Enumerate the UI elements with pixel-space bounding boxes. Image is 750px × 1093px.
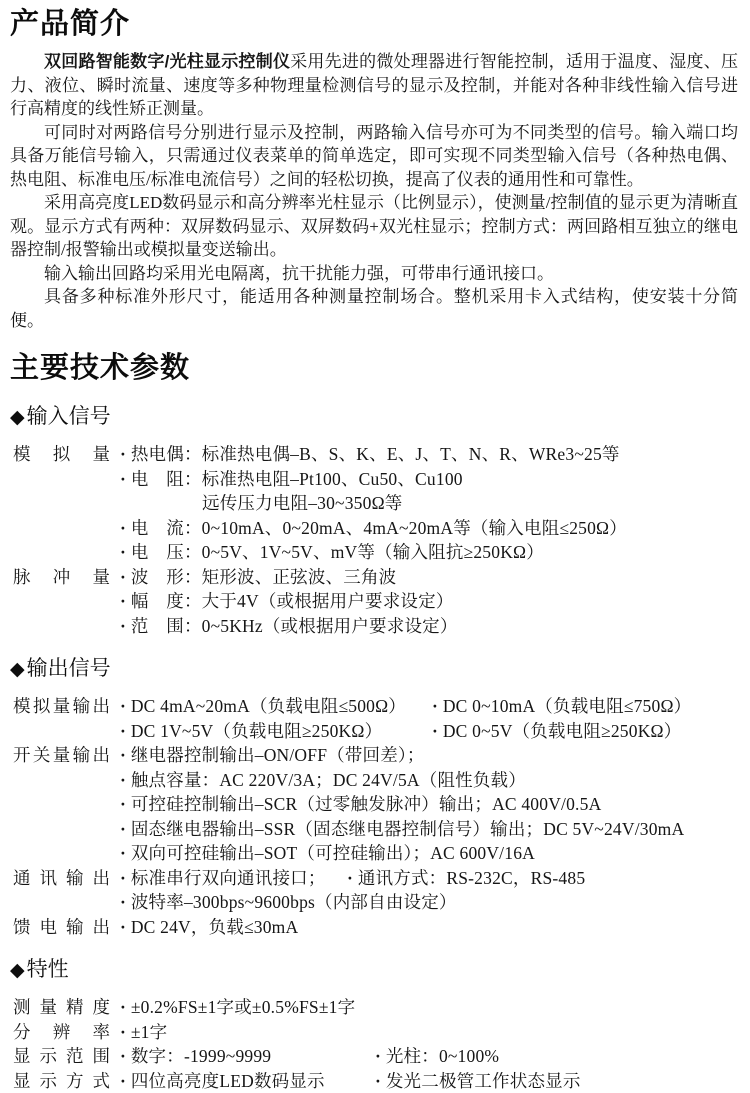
spec-cell	[120, 866, 347, 891]
spec-cell	[120, 516, 627, 541]
spec-cell-text: 波 形：矩形波、正弦波、三角波	[131, 565, 397, 590]
bullet-icon: ·	[120, 792, 126, 817]
spec-cell-text: ±0.2%FS±1字或±0.5%FS±1字	[131, 995, 355, 1020]
bullet-icon: ·	[120, 1044, 126, 1069]
spec-line	[120, 1044, 738, 1069]
spec-cell-text: 固态继电器输出–SSR（固态继电器控制信号）输出；DC 5V~24V/30mA	[131, 817, 684, 842]
spec-cell-text: 幅 度：大于4V（或根据用户要求设定）	[131, 589, 454, 614]
spec-cell	[120, 743, 425, 768]
spec-section-heading	[10, 956, 738, 984]
spec-row-content	[110, 995, 738, 1020]
spec-row-content	[110, 915, 738, 940]
spec-cell-text: 远传压力电阻–30~350Ω等	[202, 491, 402, 516]
spec-cell	[432, 719, 681, 744]
bullet-icon: ·	[120, 467, 126, 492]
spec-cell-text: 通讯方式：RS-232C，RS-485	[358, 866, 585, 891]
spec-cell-text: 标准串行双向通讯接口；	[131, 866, 326, 891]
spec-cell-text: 光柱：0~100%	[386, 1044, 499, 1069]
spec-row-label: 模 拟 量	[10, 442, 110, 467]
spec-line	[120, 995, 738, 1020]
spec-cell-text: 电 压：0~5V、1V~5V、mV等（输入阻抗≥250KΩ）	[131, 540, 544, 565]
spec-cell	[375, 1069, 581, 1093]
diamond-icon: ◆	[10, 407, 25, 428]
spec-section-heading-label: 输入信号	[27, 404, 111, 428]
spec-cell	[120, 694, 432, 719]
spec-row	[10, 743, 738, 866]
spec-row-label: 显 示 方 式	[10, 1069, 110, 1093]
spec-cell-text: 可控硅控制输出–SCR（过零触发脉冲）输出；AC 400V/0.5A	[131, 792, 602, 817]
spec-cell	[120, 792, 601, 817]
bullet-icon: ·	[375, 1069, 381, 1093]
spec-cell	[120, 915, 298, 940]
intro-paragraph: 采用高亮度LED数码显示和高分辨率光柱显示（比例显示），使测量/控制值的显示更为清晰直观。显示方式有两种：双屏数码显示、双屏数码+双光柱显示；控制方式：两回路相互独立的继电器控制/报警输出或模拟量变送输出。	[10, 191, 738, 262]
spec-sections	[10, 403, 738, 1093]
spec-line	[120, 540, 738, 565]
spec-row-content	[110, 565, 738, 639]
bullet-icon: ·	[120, 866, 126, 891]
spec-line	[120, 467, 738, 492]
spec-cell	[120, 614, 458, 639]
bullet-icon: ·	[120, 694, 126, 719]
spec-row	[10, 915, 738, 940]
spec-cell-text: DC 0~10mA（负载电阻≤750Ω）	[443, 694, 692, 719]
bullet-icon: ·	[120, 817, 126, 842]
spec-line	[120, 565, 738, 590]
intro-paragraph: 可同时对两路信号分别进行显示及控制，两路输入信号亦可为不同类型的信号。输入端口均具备万能信号输入，只需通过仪表菜单的简单选定，即可实现不同类型输入信号（各种热电偶、热电阻、标准电压/标准电流信号）之间的轻松切换，提高了仪表的通用性和可靠性。	[10, 121, 738, 192]
spec-row	[10, 442, 738, 565]
spec-cell	[120, 768, 526, 793]
spec-row-content	[110, 442, 738, 565]
spec-cell	[432, 694, 691, 719]
spec-cell-text: 热电偶：标准热电偶–B、S、K、E、J、T、N、R、WRe3~25等	[131, 442, 620, 467]
spec-row-label: 馈 电 输 出	[10, 915, 110, 940]
spec-line	[120, 915, 738, 940]
intro-title: 产品简介	[10, 6, 738, 42]
bullet-icon: ·	[120, 442, 126, 467]
spec-row-content	[110, 866, 738, 915]
spec-row	[10, 694, 738, 743]
bullet-icon: ·	[120, 768, 126, 793]
bullet-icon: ·	[120, 565, 126, 590]
spec-row-content	[110, 1044, 738, 1069]
bullet-icon: ·	[120, 1020, 126, 1045]
spec-row	[10, 565, 738, 639]
spec-cell-text: DC 1V~5V（负载电阻≥250KΩ）	[131, 719, 382, 744]
bullet-icon: ·	[120, 915, 126, 940]
intro-lead-text: 采用先进的微处理器进行智能控制，适用于温度、湿度、压力、液位、瞬时流量、速度等多种物理量检测信号的显示及控制，并能对各种非线性输入信号进行高精度的线性矫正测量。	[10, 52, 738, 118]
diamond-icon: ◆	[10, 659, 25, 680]
bullet-icon: ·	[120, 540, 126, 565]
spec-cell-text: 电 流：0~10mA、0~20mA、4mA~20mA等（输入电阻≤250Ω）	[131, 516, 627, 541]
spec-line	[120, 866, 738, 891]
spec-cell-text: 继电器控制输出–ON/OFF（带回差）；	[131, 743, 425, 768]
spec-line	[120, 1069, 738, 1093]
bullet-icon: ·	[120, 995, 126, 1020]
spec-row-group	[10, 442, 738, 638]
spec-row-group	[10, 995, 738, 1093]
spec-line	[120, 614, 738, 639]
spec-section-heading-label: 特性	[27, 957, 69, 981]
spec-cell	[120, 1020, 167, 1045]
spec-cell	[120, 565, 396, 590]
spec-line	[120, 516, 738, 541]
spec-line	[120, 890, 738, 915]
bullet-icon: ·	[120, 743, 126, 768]
spec-line	[120, 694, 738, 719]
spec-row-label: 模拟量输出	[10, 694, 110, 719]
bullet-icon: ·	[347, 866, 353, 891]
spec-cell-text: DC 24V，负载≤30mA	[131, 915, 298, 940]
bullet-icon: ·	[120, 719, 126, 744]
spec-row-group	[10, 694, 738, 939]
bullet-icon: ·	[120, 614, 126, 639]
spec-cell-text: 范 围：0~5KHz（或根据用户要求设定）	[131, 614, 458, 639]
spec-cell-text: 四位高亮度LED数码显示	[131, 1069, 325, 1093]
bullet-icon: ·	[375, 1044, 381, 1069]
spec-row	[10, 866, 738, 915]
spec-row	[10, 995, 738, 1020]
spec-row-label: 显 示 范 围	[10, 1044, 110, 1069]
spec-cell-text: 发光二极管工作状态显示	[386, 1069, 581, 1093]
spec-row-label: 测 量 精 度	[10, 995, 110, 1020]
spec-row-content	[110, 1069, 738, 1093]
spec-cell	[120, 1044, 375, 1069]
spec-cell	[375, 1044, 499, 1069]
spec-cell	[120, 467, 463, 492]
bullet-icon: ·	[120, 589, 126, 614]
spec-cell	[347, 866, 585, 891]
spec-section-heading	[10, 403, 738, 431]
spec-section-heading	[10, 655, 738, 683]
spec-line	[120, 491, 738, 516]
bullet-icon: ·	[432, 719, 438, 744]
spec-row-label: 通 讯 输 出	[10, 866, 110, 891]
spec-cell-text: ±1字	[131, 1020, 167, 1045]
product-name-bold: 双回路智能数字/光柱显示控制仪	[44, 52, 290, 71]
spec-line	[120, 743, 738, 768]
spec-line	[120, 1020, 738, 1045]
spec-row	[10, 1044, 738, 1069]
spec-line	[120, 719, 738, 744]
intro-paragraph: 输入输出回路均采用光电隔离，抗干扰能力强，可带串行通讯接口。	[10, 262, 738, 286]
intro-lead-paragraph	[10, 50, 738, 121]
bullet-icon: ·	[120, 841, 126, 866]
spec-line	[120, 442, 738, 467]
spec-cell	[120, 589, 454, 614]
spec-cell	[120, 491, 402, 516]
spec-row-label: 分 辨 率	[10, 1020, 110, 1045]
spec-cell-text: 电 阻：标准热电阻–Pt100、Cu50、Cu100	[131, 467, 463, 492]
spec-cell-text: DC 0~5V（负载电阻≥250KΩ）	[443, 719, 682, 744]
spec-cell-text: 双向可控硅输出–SOT（可控硅输出）；AC 600V/16A	[131, 841, 535, 866]
spec-cell-text: 波特率–300bps~9600bps（内部自由设定）	[131, 890, 457, 915]
spec-line	[120, 589, 738, 614]
bullet-icon: ·	[120, 890, 126, 915]
spec-cell-text: 数字：-1999~9999	[131, 1044, 271, 1069]
spec-cell	[120, 817, 684, 842]
spec-cell	[120, 890, 457, 915]
spec-row	[10, 1020, 738, 1045]
bullet-icon: ·	[432, 694, 438, 719]
specs-title: 主要技术参数	[10, 350, 738, 386]
spec-cell	[120, 841, 535, 866]
spec-line	[120, 768, 738, 793]
spec-row-label: 脉 冲 量	[10, 565, 110, 590]
diamond-icon: ◆	[10, 960, 25, 981]
spec-row-content	[110, 743, 738, 866]
bullet-icon: ·	[120, 516, 126, 541]
spec-section-heading-label: 输出信号	[27, 656, 111, 680]
spec-cell	[120, 995, 355, 1020]
spec-line	[120, 841, 738, 866]
spec-line	[120, 792, 738, 817]
bullet-icon: ·	[120, 1069, 126, 1093]
spec-row-content	[110, 694, 738, 743]
spec-row-content	[110, 1020, 738, 1045]
spec-cell	[120, 442, 620, 467]
spec-cell-text: DC 4mA~20mA（负载电阻≤500Ω）	[131, 694, 406, 719]
spec-row-label: 开关量输出	[10, 743, 110, 768]
spec-cell	[120, 540, 544, 565]
spec-cell	[120, 719, 432, 744]
spec-line	[120, 817, 738, 842]
intro-paragraph: 具备多种标准外形尺寸，能适用各种测量控制场合。整机采用卡入式结构，使安装十分简便。	[10, 285, 738, 332]
spec-row	[10, 1069, 738, 1093]
spec-cell	[120, 1069, 375, 1093]
spec-cell-text: 触点容量：AC 220V/3A；DC 24V/5A（阻性负载）	[131, 768, 526, 793]
